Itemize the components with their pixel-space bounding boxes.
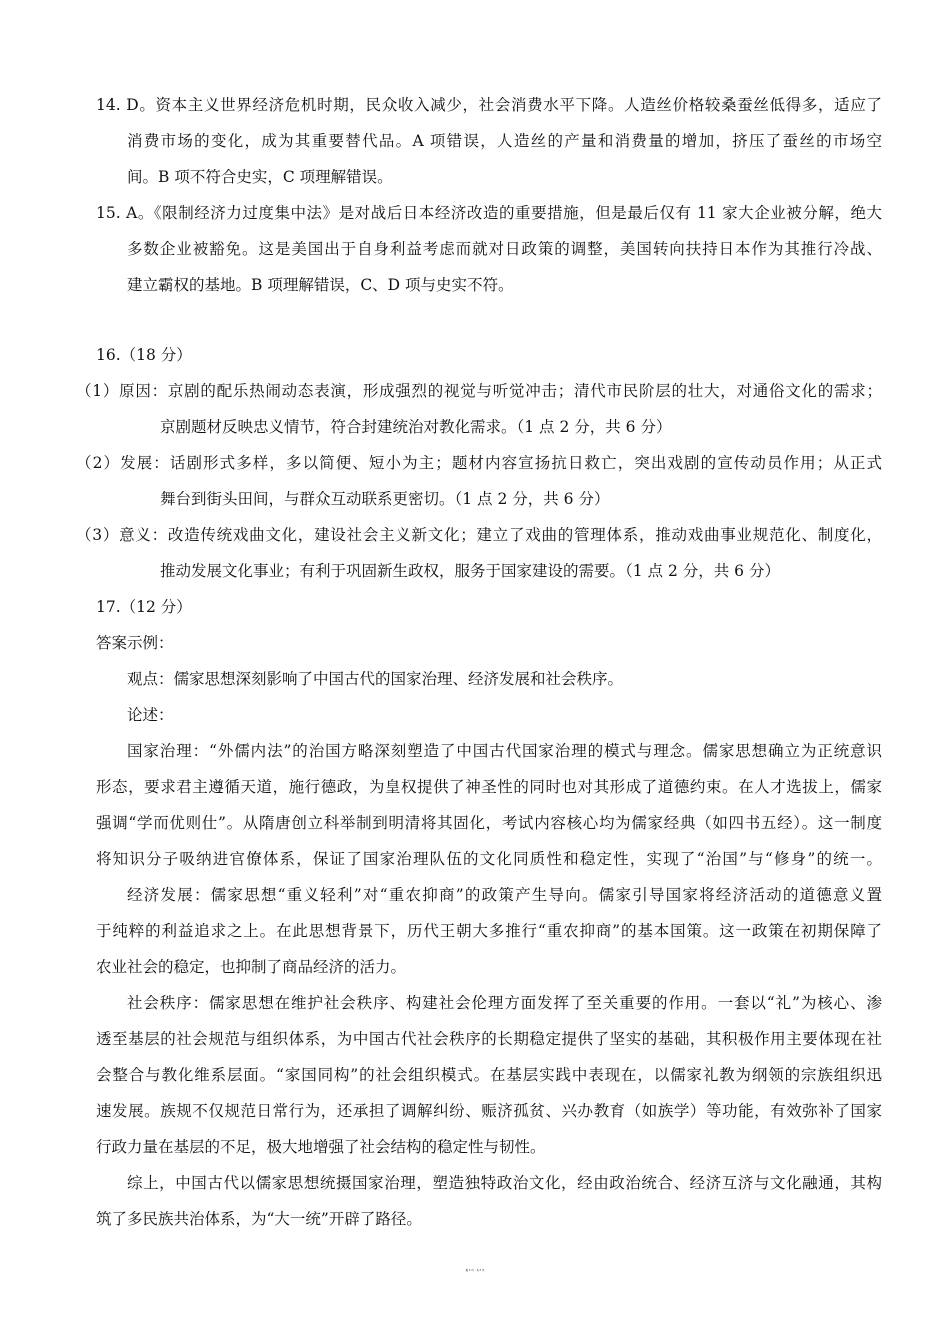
q15-line-3: 建立霸权的基地。B 项理解错误，C、D 项与史实不符。 [127,276,514,294]
q17-governance-line-1: 国家治理：“外儒内法”的治国方略深刻塑造了中国古代国家治理的模式与理念。儒家思想确立为正统意识 [127,742,882,760]
q17-argument-label: 论述： [127,706,174,724]
q14-line-2: 消费市场的变化，成为其重要替代品。A 项错误，人造丝的产量和消费量的增加，挤压了蚕丝的市场空 [127,132,882,150]
q17-society-line-2: 透至基层的社会规范与组织体系，为中国古代社会秩序的长期稳定提供了坚实的基础，其积极作用主要体现在社 [96,1030,882,1048]
q17-governance-line-4: 将知识分子吸纳进官僚体系，保证了国家治理队伍的文化同质性和稳定性，实现了“治国”与“修身”的统一。 [96,850,882,868]
q17-society-line-4: 速发展。族规不仅规范日常行为，还承担了调解纠纷、赈济孤贫、兴办教育（如族学）等功能，有效弥补了国家 [96,1102,882,1120]
q14-line-3: 间。B 项不符合史实，C 项理解错误。 [127,168,393,186]
q17-economy-line-3: 农业社会的稳定，也抑制了商品经济的活力。 [96,958,407,976]
q16-part2-line-1: （2）发展：话剧形式多样，多以简便、短小为主；题材内容宣扬抗日救亡，突出戏剧的宣传动员作用；从正式 [76,454,882,472]
q17-governance-line-2: 形态，要求君主遵循天道，施行德政，为皇权提供了神圣性的同时也对其形成了道德约束。在人才选拔上，儒家 [96,778,882,796]
q16-part3-line-1: （3）意义：改造传统戏曲文化，建设社会主义新文化；建立了戏曲的管理体系，推动戏曲事业规范化、制度化， [76,526,882,544]
q17-society-line-5: 行政力量在基层的不足，极大地增强了社会结构的稳定性与韧性。 [96,1138,546,1156]
q17-summary-line-1: 综上，中国古代以儒家思想统摄国家治理，塑造独特政治文化，经由政治统合、经济互济与文化融通，其构 [127,1174,882,1192]
q15-line-1: 15. A。《限制经济力过度集中法》是对战后日本经济改造的重要措施，但是最后仅有 11 家大企业被分解，绝大 [96,204,882,222]
q17-economy-line-1: 经济发展：儒家思想“重义轻利”对“重农抑商”的政策产生导向。儒家引导国家将经济活动的道德意义置 [127,886,882,904]
q17-heading: 17.（12 分） [96,598,192,616]
q14-line-1: 14. D。资本主义世界经济危机时期，民众收入减少，社会消费水平下降。人造丝价格较桑蚕丝低得多，适应了 [96,96,882,114]
q17-economy-line-2: 于纯粹的利益追求之上。在此思想背景下，历代王朝大多推行“重农抑商”的基本国策。这一政策在初期保障了 [96,922,882,940]
q17-answer-example-label: 答案示例： [96,634,174,652]
q17-viewpoint: 观点：儒家思想深刻影响了中国古代的国家治理、经济发展和社会秩序。 [127,670,624,688]
q16-part1-line-1: （1）原因：京剧的配乐热闹动态表演，形成强烈的视觉与听觉冲击；清代市民阶层的壮大，对通俗文化的需求； [76,382,882,400]
q17-summary-line-2: 筑了多民族共治体系，为“大一统”开辟了路径。 [96,1210,422,1228]
page-number-footer: 第 2 页 共 3 页 [465,1269,485,1272]
q17-governance-line-3: 强调“学而优则仕”。从隋唐创立科举制到明清将其固化，考试内容核心均为儒家经典（如四书五经）。这一制度 [96,814,882,832]
q17-society-line-1: 社会秩序：儒家思想在维护社会秩序、构建社会伦理方面发挥了至关重要的作用。一套以“礼”为核心、渗 [127,994,882,1012]
q17-society-line-3: 会整合与教化维系层面。“家国同构”的社会组织模式。在基层实践中表现在，以儒家礼教为纲领的宗族组织迅 [96,1066,882,1084]
q15-line-2: 多数企业被豁免。这是美国出于自身利益考虑而就对日政策的调整，美国转向扶持日本作为其推行冷战、 [127,240,882,258]
q16-part1-line-2: 京剧题材反映忠义情节，符合封建统治对教化需求。（1 点 2 分，共 6 分） [160,418,672,436]
q16-part2-line-2: 舞台到街头田间，与群众互动联系更密切。（1 点 2 分，共 6 分） [160,490,610,508]
q16-part3-line-2: 推动发展文化事业；有利于巩固新生政权，服务于国家建设的需要。（1 点 2 分，共 6 分） [160,562,780,580]
q16-heading: 16.（18 分） [96,346,192,364]
